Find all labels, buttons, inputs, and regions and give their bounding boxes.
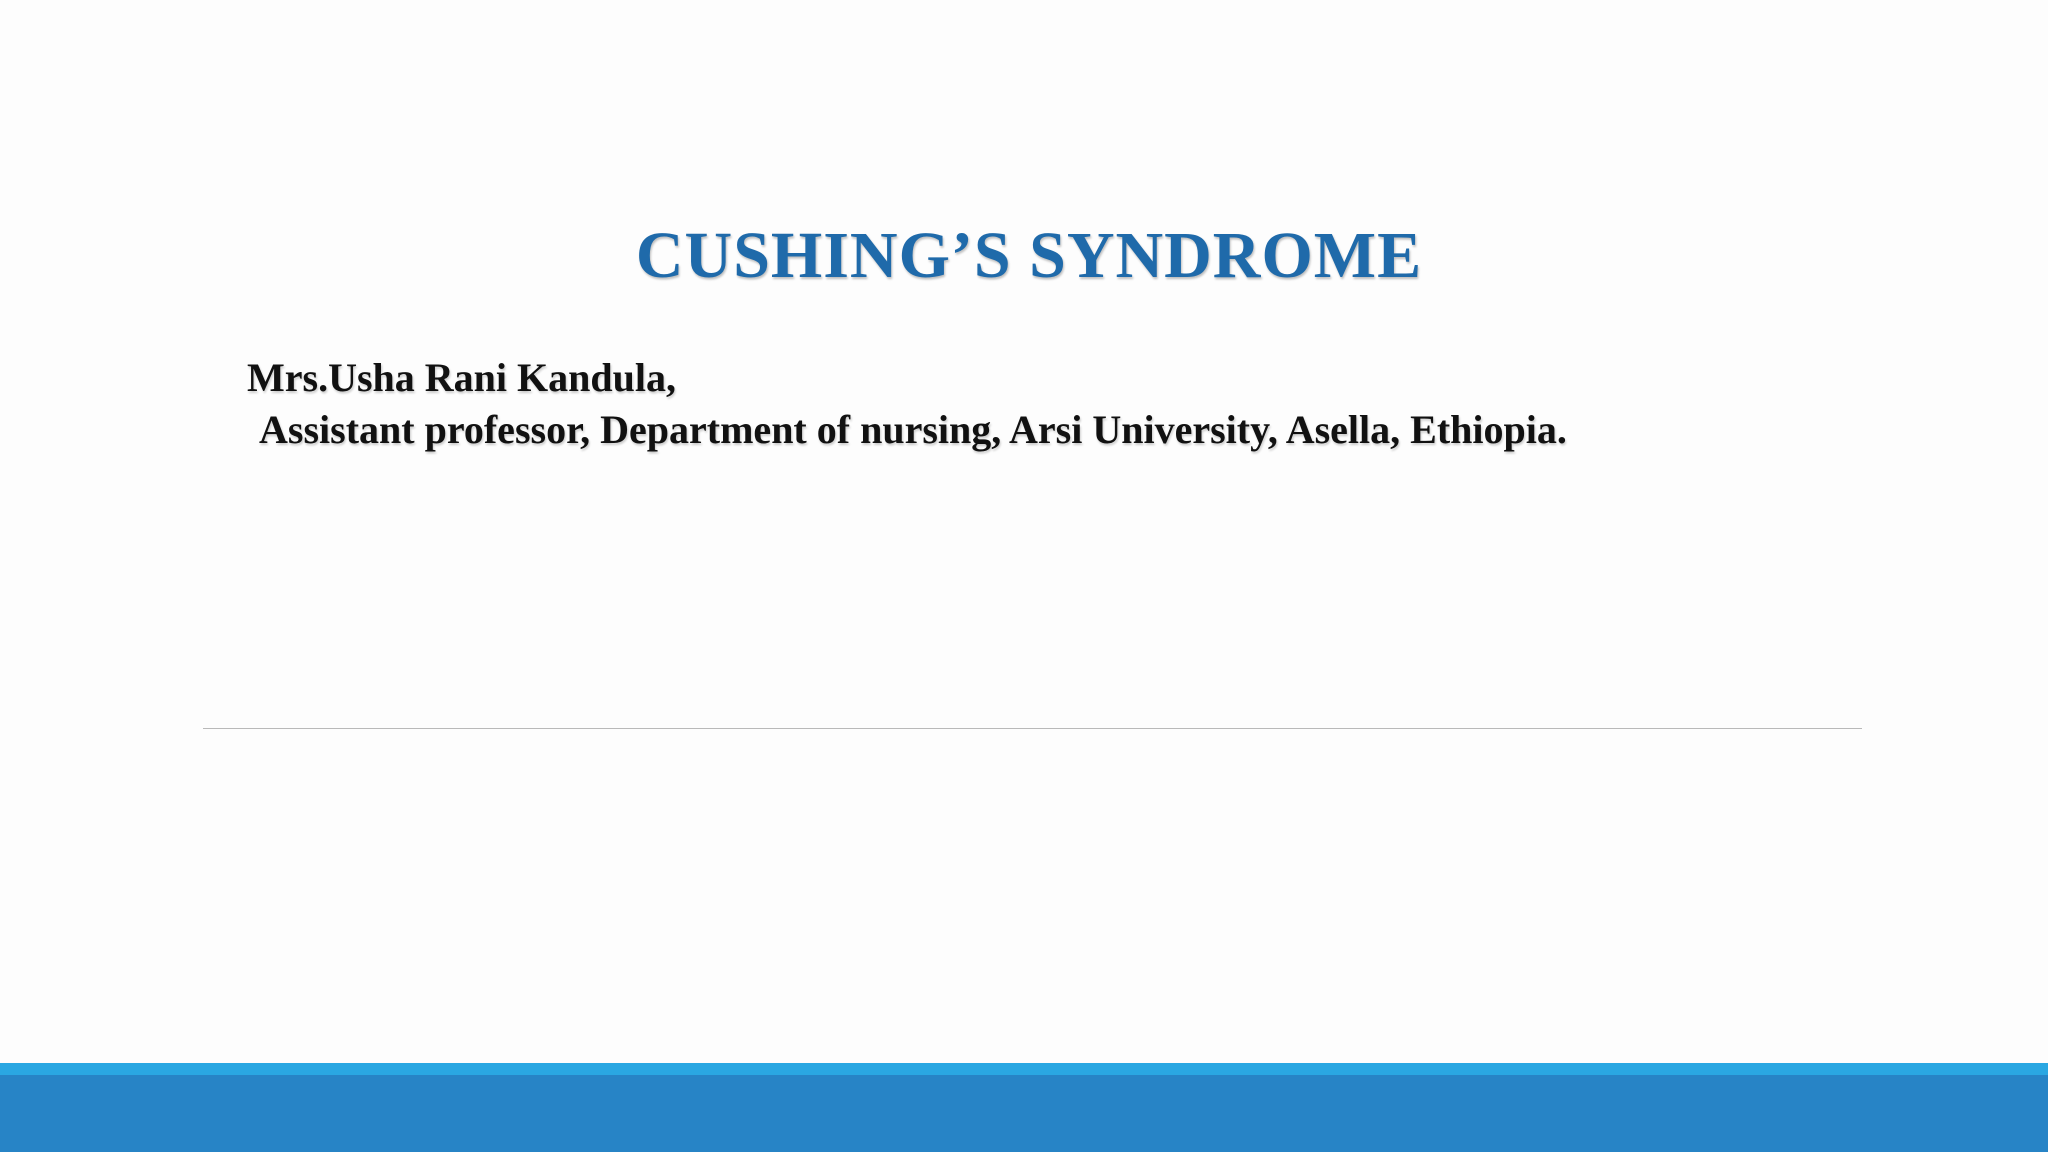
- footer-bar: [0, 1075, 2048, 1152]
- slide-title: CUSHING’S SYNDROME: [635, 219, 1423, 292]
- author-name: Mrs.Usha Rani Kandula,: [247, 355, 676, 400]
- author-block: [247, 352, 1567, 456]
- footer-accent-stripe: [0, 1063, 2048, 1075]
- divider-line: [203, 728, 1862, 729]
- author-affiliation: Assistant professor, Department of nursing, Arsi University, Asella, Ethiopia.: [259, 407, 1567, 452]
